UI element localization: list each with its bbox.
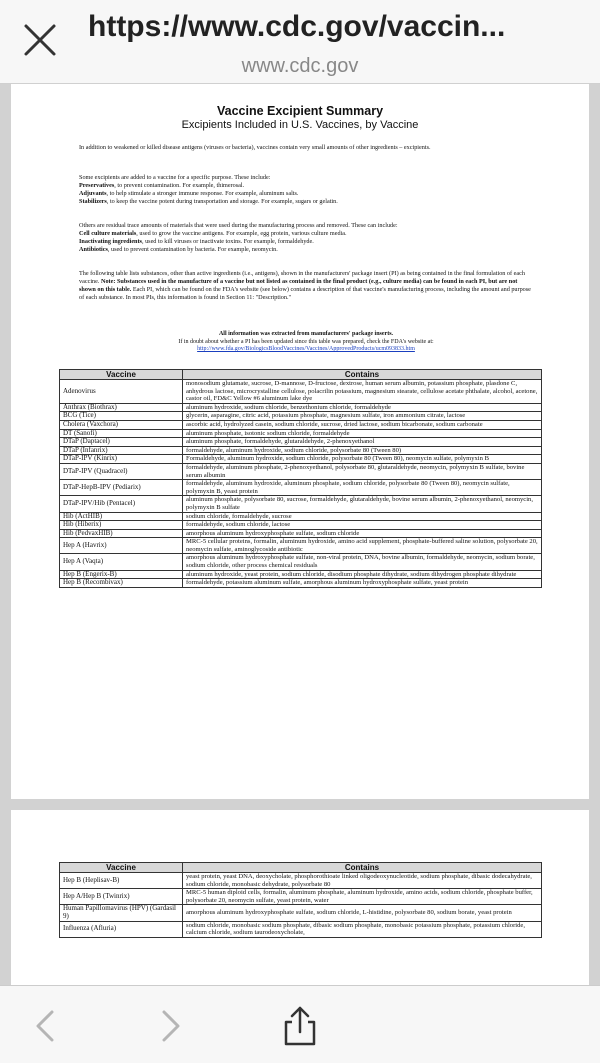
table-row [60,420,542,429]
stabilizers-term: Stabilizers [79,198,107,205]
forward-button[interactable] [150,1006,190,1046]
vaccine-name-cell: DT (Sanofi) [60,429,183,438]
table-row [60,438,542,447]
table-header-row [60,863,542,873]
vaccine-name-cell: Cholera (Vaxchora) [60,420,183,429]
contains-cell: ascorbic acid, hydrolyzed casein, sodium chloride, sucrose, dried lactose, sodium bicarbonate, sodium carbonate [183,420,542,429]
vaccine-name-cell: DTaP-HepB-IPV (Pediarix) [60,480,183,496]
vaccine-name-cell: Influenza (Afluria) [60,921,183,937]
vaccine-name-cell: Hib (PedvaxHIB) [60,529,183,538]
antibiotics-line [79,246,533,254]
chevron-right-icon [150,1006,190,1046]
purpose-paragraph [79,174,533,206]
cell-culture-text: , used to grow the vaccine antigens. For example, egg protein, various culture media. [136,230,347,237]
contains-cell: aluminum hydroxide, yeast protein, sodium chloride, disodium phosphate dihydrate, sodium dihydrogen phosphate dihydrate [183,570,542,579]
contains-cell: aluminum phosphate, isotonic sodium chloride, formaldehyde [183,429,542,438]
inactivating-text: , used to kill viruses or inactivate toxins. For example, formaldehyde. [141,238,314,245]
share-icon [280,1006,320,1046]
table-row [60,889,542,905]
intro-paragraph: In addition to weakened or killed disease antigens (viruses or bacteria), vaccines contain very small amounts of other ingredients – excipients. [79,144,431,151]
page-url-title[interactable]: https://www.cdc.gov/vaccin... [88,10,506,43]
antibiotics-term: Antibiotics [79,246,108,253]
header-contains: Contains [183,863,542,873]
close-icon [20,20,60,60]
table-row [60,446,542,455]
contains-cell: glycerin, asparagine, citric acid, potassium phosphate, magnesium sulfate, iron ammonium citrate, lactose [183,412,542,421]
table-row [60,496,542,512]
adjuvants-text: , to help stimulate a stronger immune response. For example, aluminum salts. [106,190,299,197]
table-intro-paragraph [79,270,533,302]
cell-culture-term: Cell culture materials [79,230,137,237]
table-row [60,905,542,921]
contains-cell: formaldehyde, potassium aluminum sulfate, amorphous aluminum hydroxyphosphate sulfate, yeast protein [183,579,542,588]
contains-cell: amorphous aluminum hydroxyphosphate sulfate, non-viral protein, DNA, bovine albumin, formaldehyde, neomycin, sodium borate, sodium chloride, other process chemical residuals [183,554,542,570]
excipient-table-continued [59,862,542,938]
contains-cell: yeast protein, yeast DNA, deoxycholate, phosphorothioate linked oligodeoxynucleotide, sodium phosphate, dibasic dodecahydrate, sodium chloride, monobasic dehydrate, polysorbate 80 [183,873,542,889]
back-button[interactable] [26,1006,66,1046]
contains-cell: monosodium glutamate, sucrose, D-mannose, D-fructose, dextrose, human serum albumin, potassium phosphate, plasdone C, anhydrous lactose, microcrystalline cellulose, polacrilin potassium, magnesium stearate, cellulose acetate phthalate, alcohol, acetone, castor oil, FD&C Yellow #6 aluminum lake dye [183,380,542,404]
contains-cell: MRC-5 cellular proteins, formalin, aluminum hydroxide, amino acid supplement, phosphate-buffered saline solution, polysorbate 20, neomycin sulfate, aminoglycoside antibiotic [183,538,542,554]
contains-cell: MRC-5 human diploid cells, formalin, aluminum phosphate, aluminum hydroxide, amino acids, sodium chloride, phosphate buffer, polysorbate 20, neomycin sulfate, yeast protein, water [183,889,542,905]
table-row [60,412,542,421]
pdf-page-1 [11,84,589,799]
table-row [60,463,542,479]
contains-cell: amorphous aluminum hydroxyphosphate sulfate, sodium chloride, L-histidine, polysorbate 80, sodium borate, yeast protein [183,905,542,921]
table-header-row [60,370,542,380]
contains-cell: sodium chloride, monobasic sodium phosphate, dibasic sodium phosphate, monobasic potassium phosphate, potassium chloride, calcium chloride, sodium taurodeoxycholate, [183,921,542,937]
table-body [60,380,542,588]
adjuvants-term: Adjuvants [79,190,107,197]
share-button[interactable] [280,1006,320,1046]
doc-title: Vaccine Excipient Summary [216,104,384,118]
doc-subtitle: Excipients Included in U.S. Vaccines, by Vaccine [181,119,419,131]
source-note [79,331,533,354]
header-vaccine: Vaccine [60,370,183,380]
contains-cell: formaldehyde, sodium chloride, lactose [183,521,542,530]
table-row [60,921,542,937]
table-row [60,570,542,579]
residual-intro: Others are residual trace amounts of materials that were used during the manufacturing process and removed. These can include: [79,222,398,229]
residual-paragraph [79,222,533,254]
contains-cell: formaldehyde, aluminum hydroxide, sodium chloride, polysorbate 80 (Tween 80) [183,446,542,455]
excipient-table [59,369,542,588]
vaccine-name-cell: DTaP-IPV/Hib (Pentacel) [60,496,183,512]
table-row [60,380,542,404]
header-vaccine: Vaccine [60,863,183,873]
contains-cell: aluminum phosphate, polysorbate 80, sucrose, formaldehyde, glutaraldehyde, bovine serum albumin, 2-phenoxyethanol, neomycin, polymyxin B sulfate [183,496,542,512]
source-text: If in doubt about whether a PI has been updated since this table was prepared, check the FDA's website at: [178,338,434,345]
source-bold: All information was extracted from manufacturers' package inserts. [218,331,394,337]
table-row [60,480,542,496]
inactivating-term: Inactivating ingredients [79,238,142,245]
table-row [60,455,542,464]
pdf-page-2 [11,810,589,985]
vaccine-name-cell: BCG (Tice) [60,412,183,421]
vaccine-name-cell: DTaP-IPV (Quadracel) [60,463,183,479]
vaccine-name-cell: Hep B (Engerix-B) [60,570,183,579]
table-intro-text-2: Each PI, which can be found on the FDA's website (see below) contains a description of that vaccine's manufacturing process, including the amount and purpose of each substance. In most PIs, this information is found in Section 11: "Description." [79,286,531,301]
purpose-intro: Some excipients are added to a vaccine for a specific purpose. These include: [79,174,271,181]
table-row [60,512,542,521]
vaccine-name-cell: Anthrax (Biothrax) [60,403,183,412]
cell-culture-line [79,230,533,238]
preservatives-line [79,182,533,190]
vaccine-name-cell: DTaP (Daptacel) [60,438,183,447]
inactivating-line [79,238,533,246]
adjuvants-line [79,190,533,198]
contains-cell: amorphous aluminum hydroxyphosphate sulfate, sodium chloride [183,529,542,538]
table-row [60,529,542,538]
browser-top-bar [0,0,600,84]
contains-cell: sodium chloride, formaldehyde, sucrose [183,512,542,521]
stabilizers-line [79,198,533,206]
vaccine-name-cell: Adenovirus [60,380,183,404]
contains-cell: aluminum hydroxide, sodium chloride, benzethonium chloride, formaldehyde [183,403,542,412]
table-row [60,403,542,412]
table-row [60,873,542,889]
table-row [60,538,542,554]
stabilizers-text: , to keep the vaccine potent during transportation and storage. For example, sugars or gelatin. [106,198,338,205]
antibiotics-text: , used to prevent contamination by bacteria. For example, neomycin. [107,246,278,253]
page-domain: www.cdc.gov [241,55,359,77]
contains-cell: aluminum phosphate, formaldehyde, glutaraldehyde, 2-phenoxyethanol [183,438,542,447]
header-contains: Contains [183,370,542,380]
table-intro-text-1: The following table lists substances, other than active ingredients (i.e., antigens), shown in the manufacturers' package insert (PI) as being contained in the final formulation of each vaccine. [79,270,525,285]
table-row [60,429,542,438]
chevron-left-icon [26,1006,66,1046]
vaccine-name-cell: DTaP-IPV (Kinrix) [60,455,183,464]
close-button[interactable] [20,20,60,60]
contains-cell: formaldehyde, aluminum phosphate, 2-phenoxyethanol, polysorbate 80, glutaraldehyde, neomycin, polymyxin B sulfate, bovine serum albumin [183,463,542,479]
contains-cell: Formaldehyde, aluminum hydroxide, sodium chloride, polysorbate 80 (Tween 80), neomycin sulfate, polymyxin B [183,455,542,464]
vaccine-name-cell: Hib (Hiberix) [60,521,183,530]
vaccine-name-cell: DTaP (Infanrix) [60,446,183,455]
preservatives-text: , to prevent contamination. For example, thimerosal. [114,182,245,189]
fda-link[interactable]: http://www.fda.gov/BiologicsBloodVaccines/Vaccines/ApprovedProducts/ucm093833.htm [197,346,415,352]
vaccine-name-cell: Human Papillomavirus (HPV) (Gardasil 9) [60,905,183,921]
table-intro-note: Note: Substances used in the manufacture of a vaccine but not listed as contained in the final product (e.g., culture media) can be found in each PI, but are not shown on this table. [79,278,518,293]
table-body [60,873,542,938]
vaccine-name-cell: Hep B (Heplisav-B) [60,873,183,889]
browser-bottom-bar [0,985,600,1063]
contains-cell: formaldehyde, aluminum hydroxide, aluminum phosphate, sodium chloride, polysorbate 80 (Tween 80), neomycin sulfate, polymyxin B, yeast protein [183,480,542,496]
table-row [60,579,542,588]
preservatives-term: Preservatives [79,182,115,189]
vaccine-name-cell: Hib (ActHIB) [60,512,183,521]
vaccine-name-cell: Hep B (Recombivax) [60,579,183,588]
vaccine-name-cell: Hep A/Hep B (Twinrix) [60,889,183,905]
table-row [60,554,542,570]
table-row [60,521,542,530]
vaccine-name-cell: Hep A (Havrix) [60,538,183,554]
vaccine-name-cell: Hep A (Vaqta) [60,554,183,570]
